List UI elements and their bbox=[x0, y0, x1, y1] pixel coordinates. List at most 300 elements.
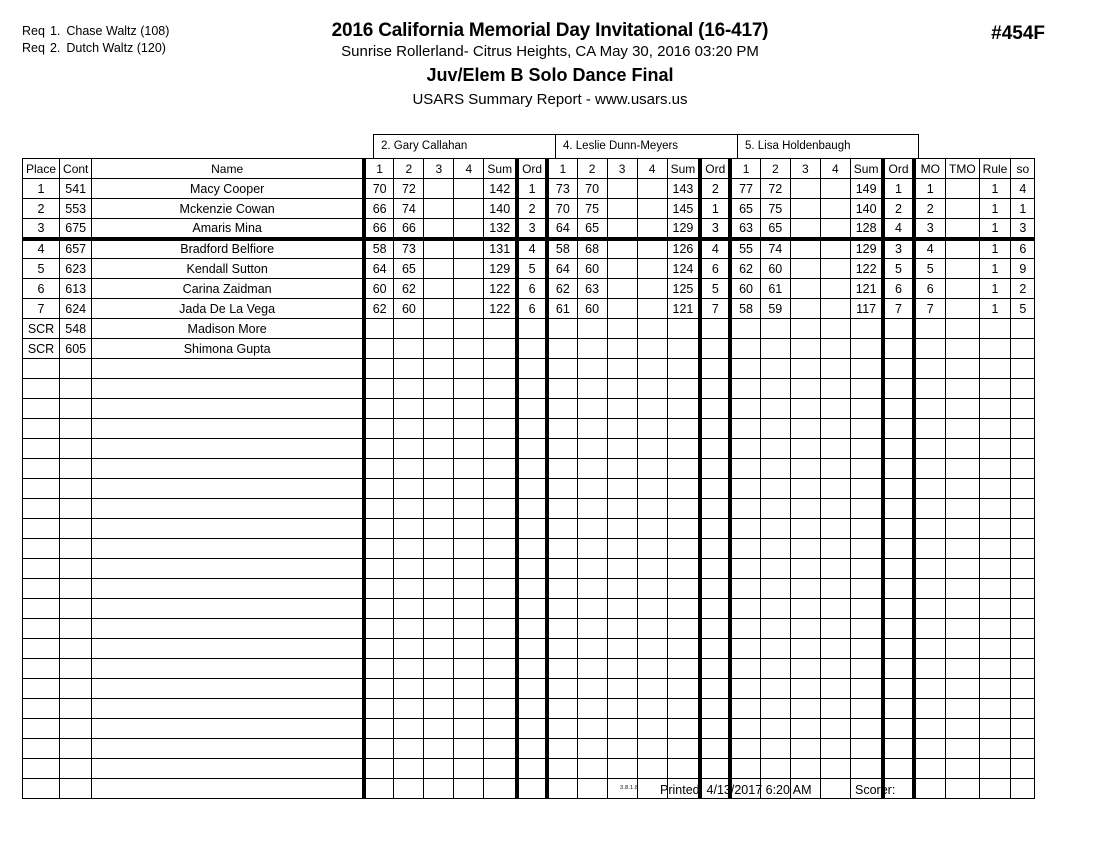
cell-cont: 605 bbox=[60, 339, 92, 359]
cell-empty bbox=[883, 539, 913, 559]
cell-empty bbox=[92, 419, 364, 439]
cell-empty bbox=[730, 759, 760, 779]
cell-empty bbox=[484, 699, 517, 719]
cell-empty bbox=[637, 699, 667, 719]
cell-empty bbox=[637, 619, 667, 639]
cell-judge1-sum: 140 bbox=[484, 199, 517, 219]
cell-empty bbox=[394, 699, 424, 719]
cell-empty bbox=[760, 619, 790, 639]
cell-cont: 541 bbox=[60, 179, 92, 199]
cell-empty bbox=[790, 559, 820, 579]
header-name: Name bbox=[92, 159, 364, 179]
cell-judge3-seg4 bbox=[820, 299, 850, 319]
cell-empty bbox=[60, 439, 92, 459]
cell-empty bbox=[394, 559, 424, 579]
cell-name: Bradford Belfiore bbox=[92, 239, 364, 259]
cell-empty bbox=[92, 439, 364, 459]
cell-empty bbox=[484, 659, 517, 679]
cell-empty bbox=[1011, 379, 1035, 399]
cell-empty bbox=[577, 739, 607, 759]
cell-empty bbox=[1011, 439, 1035, 459]
cell-empty bbox=[607, 479, 637, 499]
cell-judge2-seg2: 68 bbox=[577, 239, 607, 259]
cell-empty bbox=[790, 659, 820, 679]
cell-empty bbox=[92, 559, 364, 579]
cell-empty bbox=[484, 559, 517, 579]
cell-empty bbox=[637, 379, 667, 399]
header-judge1-seg2: 2 bbox=[394, 159, 424, 179]
cell-empty bbox=[424, 619, 454, 639]
cell-judge2-sum: 126 bbox=[667, 239, 700, 259]
cell-empty bbox=[700, 379, 730, 399]
cell-empty bbox=[577, 459, 607, 479]
cell-empty bbox=[790, 479, 820, 499]
requirements-block bbox=[22, 23, 169, 57]
cell-empty bbox=[637, 439, 667, 459]
cell-empty bbox=[547, 379, 577, 399]
cell-empty bbox=[760, 759, 790, 779]
cell-empty bbox=[60, 379, 92, 399]
cell-judge3-sum: 122 bbox=[850, 259, 883, 279]
cell-empty bbox=[60, 699, 92, 719]
cell-empty bbox=[730, 459, 760, 479]
table-row bbox=[23, 259, 1035, 279]
cell-judge3-sum: 149 bbox=[850, 179, 883, 199]
requirement-number: 1. bbox=[49, 24, 61, 38]
cell-judge2-ord: 2 bbox=[700, 179, 730, 199]
cell-empty bbox=[23, 479, 60, 499]
cell-empty bbox=[914, 599, 946, 619]
cell-empty bbox=[424, 539, 454, 559]
cell-empty bbox=[60, 759, 92, 779]
cell-empty bbox=[484, 739, 517, 759]
cell-empty bbox=[92, 359, 364, 379]
cell-empty bbox=[700, 419, 730, 439]
cell-empty bbox=[517, 499, 547, 519]
cell-empty bbox=[979, 699, 1011, 719]
cell-judge1-sum: 122 bbox=[484, 279, 517, 299]
cell-empty bbox=[850, 399, 883, 419]
table-row bbox=[23, 279, 1035, 299]
cell-empty bbox=[424, 499, 454, 519]
cell-place: 1 bbox=[23, 179, 60, 199]
cell-judge3-seg1: 77 bbox=[730, 179, 760, 199]
cell-empty bbox=[364, 659, 394, 679]
cell-rule: 1 bbox=[979, 179, 1011, 199]
cell-empty bbox=[517, 479, 547, 499]
cell-empty bbox=[637, 479, 667, 499]
cell-empty bbox=[914, 499, 946, 519]
cell-judge2-ord: 4 bbox=[700, 239, 730, 259]
cell-empty bbox=[760, 559, 790, 579]
cell-empty bbox=[883, 759, 913, 779]
cell-judge1-seg1 bbox=[364, 339, 394, 359]
cell-empty bbox=[667, 619, 700, 639]
cell-empty bbox=[730, 639, 760, 659]
cell-place: SCR bbox=[23, 319, 60, 339]
cell-empty bbox=[92, 639, 364, 659]
header-mo: MO bbox=[914, 159, 946, 179]
cell-judge3-sum: 129 bbox=[850, 239, 883, 259]
cell-mo: 3 bbox=[914, 219, 946, 239]
cell-empty bbox=[820, 519, 850, 539]
cell-empty bbox=[760, 499, 790, 519]
cell-empty bbox=[979, 399, 1011, 419]
cell-empty bbox=[577, 399, 607, 419]
cell-empty bbox=[364, 559, 394, 579]
cell-empty bbox=[760, 739, 790, 759]
cell-empty bbox=[914, 379, 946, 399]
cell-empty bbox=[790, 759, 820, 779]
cell-empty bbox=[883, 479, 913, 499]
division-title: Juv/Elem B Solo Dance Final bbox=[426, 65, 674, 85]
cell-empty bbox=[92, 499, 364, 519]
cell-judge1-seg3 bbox=[424, 339, 454, 359]
cell-empty bbox=[547, 579, 577, 599]
cell-empty bbox=[517, 659, 547, 679]
cell-empty bbox=[820, 419, 850, 439]
cell-empty bbox=[760, 379, 790, 399]
cell-judge2-seg1: 64 bbox=[547, 259, 577, 279]
cell-empty bbox=[979, 659, 1011, 679]
cell-judge1-sum: 131 bbox=[484, 239, 517, 259]
cell-empty bbox=[760, 359, 790, 379]
cell-empty bbox=[517, 399, 547, 419]
cell-tmo bbox=[946, 339, 980, 359]
cell-empty bbox=[424, 439, 454, 459]
cell-empty bbox=[1011, 399, 1035, 419]
cell-empty bbox=[92, 579, 364, 599]
cell-judge3-seg3 bbox=[790, 199, 820, 219]
cell-empty bbox=[760, 539, 790, 559]
cell-judge1-seg4 bbox=[454, 199, 484, 219]
cell-empty bbox=[946, 599, 980, 619]
cell-empty bbox=[364, 519, 394, 539]
cell-empty bbox=[547, 559, 577, 579]
header-judge3-seg1: 1 bbox=[730, 159, 760, 179]
cell-empty bbox=[760, 519, 790, 539]
cell-empty bbox=[454, 739, 484, 759]
cell-empty bbox=[454, 559, 484, 579]
header-judge2-seg3: 3 bbox=[607, 159, 637, 179]
requirement-name: Chase Waltz (108) bbox=[66, 24, 170, 38]
cell-empty bbox=[394, 599, 424, 619]
cell-empty bbox=[92, 599, 364, 619]
cell-empty bbox=[577, 379, 607, 399]
cell-empty bbox=[850, 599, 883, 619]
cell-empty bbox=[790, 599, 820, 619]
cell-empty bbox=[700, 539, 730, 559]
cell-empty bbox=[60, 459, 92, 479]
cell-empty bbox=[607, 559, 637, 579]
cell-judge1-ord: 6 bbox=[517, 279, 547, 299]
cell-empty bbox=[883, 659, 913, 679]
cell-judge1-seg3 bbox=[424, 319, 454, 339]
cell-empty bbox=[484, 419, 517, 439]
cell-empty bbox=[454, 479, 484, 499]
cell-empty bbox=[547, 679, 577, 699]
cell-empty bbox=[484, 499, 517, 519]
cell-empty bbox=[394, 579, 424, 599]
cell-empty bbox=[760, 719, 790, 739]
cell-empty bbox=[790, 739, 820, 759]
cell-empty bbox=[607, 639, 637, 659]
cell-empty bbox=[820, 679, 850, 699]
cell-judge1-sum: 132 bbox=[484, 219, 517, 239]
cell-empty bbox=[637, 579, 667, 599]
cell-empty bbox=[946, 639, 980, 659]
cell-name: Madison More bbox=[92, 319, 364, 339]
cell-empty bbox=[700, 359, 730, 379]
cell-judge2-seg2 bbox=[577, 339, 607, 359]
cell-empty bbox=[577, 599, 607, 619]
cell-empty bbox=[1011, 419, 1035, 439]
cell-empty bbox=[547, 479, 577, 499]
cell-empty bbox=[850, 759, 883, 779]
cell-empty bbox=[454, 359, 484, 379]
cell-empty bbox=[424, 699, 454, 719]
cell-empty bbox=[700, 399, 730, 419]
cell-empty bbox=[700, 579, 730, 599]
cell-empty bbox=[730, 479, 760, 499]
cell-empty bbox=[484, 459, 517, 479]
cell-judge3-seg2: 60 bbox=[760, 259, 790, 279]
cell-empty bbox=[637, 519, 667, 539]
cell-empty bbox=[454, 719, 484, 739]
version-stamp: 3.8.1.8 bbox=[620, 785, 639, 791]
cell-cont: 624 bbox=[60, 299, 92, 319]
cell-judge2-seg1: 58 bbox=[547, 239, 577, 259]
cell-empty bbox=[946, 759, 980, 779]
cell-empty bbox=[850, 619, 883, 639]
cell-empty bbox=[637, 759, 667, 779]
table-row bbox=[23, 239, 1035, 259]
requirement-row bbox=[22, 23, 169, 40]
cell-empty bbox=[394, 459, 424, 479]
cell-empty bbox=[790, 459, 820, 479]
cell-empty bbox=[700, 639, 730, 659]
cell-empty bbox=[883, 619, 913, 639]
cell-empty bbox=[700, 479, 730, 499]
cell-empty bbox=[394, 539, 424, 559]
cell-empty bbox=[637, 659, 667, 679]
cell-empty bbox=[424, 419, 454, 439]
cell-empty bbox=[914, 579, 946, 599]
cell-empty bbox=[364, 379, 394, 399]
cell-empty bbox=[790, 499, 820, 519]
cell-empty bbox=[607, 659, 637, 679]
cell-so: 2 bbox=[1011, 279, 1035, 299]
cell-judge1-ord: 4 bbox=[517, 239, 547, 259]
cell-name: Amaris Mina bbox=[92, 219, 364, 239]
cell-judge1-seg1: 58 bbox=[364, 239, 394, 259]
cell-empty bbox=[484, 379, 517, 399]
cell-judge1-seg4 bbox=[454, 299, 484, 319]
cell-empty bbox=[424, 519, 454, 539]
cell-empty bbox=[790, 519, 820, 539]
table-row bbox=[23, 219, 1035, 239]
cell-judge2-seg4 bbox=[637, 219, 667, 239]
cell-empty bbox=[979, 559, 1011, 579]
cell-empty bbox=[23, 699, 60, 719]
cell-empty bbox=[607, 759, 637, 779]
cell-empty bbox=[730, 519, 760, 539]
cell-empty bbox=[883, 499, 913, 519]
cell-empty bbox=[820, 559, 850, 579]
cell-empty bbox=[607, 699, 637, 719]
cell-empty bbox=[914, 539, 946, 559]
cell-empty bbox=[60, 599, 92, 619]
cell-empty bbox=[92, 759, 364, 779]
cell-empty bbox=[454, 439, 484, 459]
cell-empty bbox=[820, 739, 850, 759]
cell-judge2-sum bbox=[667, 319, 700, 339]
cell-judge3-seg3 bbox=[790, 239, 820, 259]
cell-empty bbox=[547, 499, 577, 519]
cell-judge2-ord bbox=[700, 319, 730, 339]
cell-empty bbox=[979, 419, 1011, 439]
cell-empty bbox=[637, 419, 667, 439]
cell-empty bbox=[23, 559, 60, 579]
cell-empty bbox=[424, 739, 454, 759]
cell-judge1-seg4 bbox=[454, 239, 484, 259]
cell-empty bbox=[92, 519, 364, 539]
cell-empty bbox=[364, 359, 394, 379]
cell-rule: 1 bbox=[979, 219, 1011, 239]
judge-header-2: 4. Leslie Dunn-Meyers bbox=[555, 134, 737, 158]
cell-empty bbox=[667, 679, 700, 699]
cell-empty bbox=[979, 519, 1011, 539]
cell-empty bbox=[547, 619, 577, 639]
cell-empty bbox=[667, 499, 700, 519]
cell-empty bbox=[637, 739, 667, 759]
cell-empty bbox=[946, 699, 980, 719]
cell-judge3-seg1: 55 bbox=[730, 239, 760, 259]
cell-empty bbox=[92, 399, 364, 419]
cell-empty bbox=[637, 399, 667, 419]
cell-empty bbox=[820, 439, 850, 459]
cell-empty bbox=[667, 599, 700, 619]
cell-empty bbox=[820, 379, 850, 399]
cell-place: 5 bbox=[23, 259, 60, 279]
cell-empty bbox=[484, 539, 517, 559]
cell-judge2-seg1: 70 bbox=[547, 199, 577, 219]
cell-judge1-seg4 bbox=[454, 219, 484, 239]
cell-empty bbox=[60, 479, 92, 499]
cell-empty bbox=[517, 739, 547, 759]
cell-empty bbox=[730, 719, 760, 739]
cell-empty bbox=[700, 439, 730, 459]
cell-empty bbox=[23, 499, 60, 519]
cell-empty bbox=[730, 619, 760, 639]
cell-empty bbox=[883, 579, 913, 599]
cell-empty bbox=[946, 719, 980, 739]
cell-judge1-seg3 bbox=[424, 179, 454, 199]
cell-judge3-seg4 bbox=[820, 199, 850, 219]
cell-empty bbox=[577, 479, 607, 499]
cell-judge1-seg2: 66 bbox=[394, 219, 424, 239]
cell-empty bbox=[790, 539, 820, 559]
cell-empty bbox=[577, 699, 607, 719]
table-row bbox=[23, 339, 1035, 359]
cell-judge2-seg1 bbox=[547, 319, 577, 339]
cell-empty bbox=[790, 439, 820, 459]
table-header-row bbox=[23, 159, 1035, 179]
cell-empty bbox=[517, 699, 547, 719]
cell-empty bbox=[484, 599, 517, 619]
cell-judge1-seg4 bbox=[454, 339, 484, 359]
cell-empty bbox=[790, 399, 820, 419]
cell-empty bbox=[883, 699, 913, 719]
cell-judge3-seg3 bbox=[790, 319, 820, 339]
judge-header-1: 2. Gary Callahan bbox=[373, 134, 555, 158]
cell-tmo bbox=[946, 299, 980, 319]
cell-empty bbox=[850, 579, 883, 599]
cell-empty bbox=[394, 619, 424, 639]
cell-judge1-seg1: 62 bbox=[364, 299, 394, 319]
cell-empty bbox=[23, 619, 60, 639]
cell-judge2-seg3 bbox=[607, 239, 637, 259]
cell-judge1-sum: 122 bbox=[484, 299, 517, 319]
cell-judge2-ord: 7 bbox=[700, 299, 730, 319]
cell-empty bbox=[60, 619, 92, 639]
cell-judge3-seg4 bbox=[820, 339, 850, 359]
cell-empty bbox=[730, 379, 760, 399]
cell-empty bbox=[454, 419, 484, 439]
cell-name: Carina Zaidman bbox=[92, 279, 364, 299]
cell-empty bbox=[700, 679, 730, 699]
cell-empty bbox=[424, 579, 454, 599]
cell-empty bbox=[454, 399, 484, 419]
cell-empty bbox=[454, 599, 484, 619]
cell-judge3-ord: 5 bbox=[883, 259, 913, 279]
table-row-empty bbox=[23, 439, 1035, 459]
cell-judge1-ord: 5 bbox=[517, 259, 547, 279]
cell-judge2-seg2: 63 bbox=[577, 279, 607, 299]
header-judge2-sum: Sum bbox=[667, 159, 700, 179]
cell-empty bbox=[517, 359, 547, 379]
requirement-name: Dutch Waltz (120) bbox=[66, 41, 166, 55]
cell-empty bbox=[667, 639, 700, 659]
header-judge2-seg1: 1 bbox=[547, 159, 577, 179]
cell-judge3-ord bbox=[883, 339, 913, 359]
cell-judge3-seg3 bbox=[790, 339, 820, 359]
header-judge1-seg4: 4 bbox=[454, 159, 484, 179]
cell-judge2-seg3 bbox=[607, 179, 637, 199]
cell-empty bbox=[667, 579, 700, 599]
cell-empty bbox=[607, 439, 637, 459]
cell-empty bbox=[914, 399, 946, 419]
cell-judge2-sum: 143 bbox=[667, 179, 700, 199]
cell-empty bbox=[850, 499, 883, 519]
cell-empty bbox=[23, 459, 60, 479]
cell-empty bbox=[577, 539, 607, 559]
cell-empty bbox=[517, 419, 547, 439]
cell-cont: 613 bbox=[60, 279, 92, 299]
cell-judge1-seg4 bbox=[454, 319, 484, 339]
table-row-empty bbox=[23, 399, 1035, 419]
cell-empty bbox=[60, 719, 92, 739]
cell-empty bbox=[1011, 679, 1035, 699]
cell-judge1-seg1: 60 bbox=[364, 279, 394, 299]
cell-judge3-seg2: 59 bbox=[760, 299, 790, 319]
cell-judge1-ord bbox=[517, 319, 547, 339]
cell-empty bbox=[850, 419, 883, 439]
cell-judge3-seg2: 75 bbox=[760, 199, 790, 219]
table-row-empty bbox=[23, 579, 1035, 599]
cell-empty bbox=[850, 439, 883, 459]
cell-empty bbox=[394, 399, 424, 419]
